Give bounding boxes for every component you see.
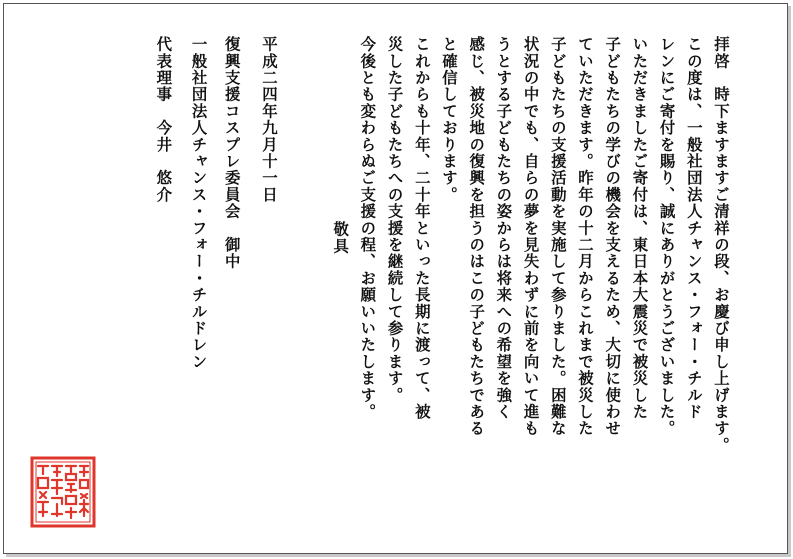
body-line: 今後とも変わらぬご支援の程、お願いいたします。	[358, 36, 377, 421]
letter-body	[34, 36, 734, 506]
body-line: これからも十年、二十年といった長期に渡って、被	[412, 36, 431, 421]
body-line: 状況の中でも、自らの夢を見失わずに前を向いて進も	[521, 36, 540, 437]
body-line: いただきましたご寄付は、東日本大震災で被災した	[630, 36, 649, 421]
greeting-line: 拝啓 時下ますますご清祥の段、お慶び申し上げます。	[712, 36, 730, 454]
body-line: 子どもたちの学びの機会を支えるため、大切に使わせ	[603, 36, 622, 437]
body-line: 子どもたちの支援活動を実施して参りました。困難な	[548, 36, 567, 437]
letter-date: 平成二四年九月十一日	[259, 36, 278, 203]
body-line: 感じ、被災地の復興を担うのはこの子どもたちである	[467, 36, 486, 437]
recipient: 復興支援コスプレ委員会 御中	[222, 36, 241, 270]
body-line: うとする子どもたちの姿からは将来への希望を強く	[494, 36, 513, 421]
body-line: ていただきます。昨年の十二月からこれまで被災した	[575, 36, 594, 437]
body-line: レンにご寄付を賜り、誠にありがとうございました。	[657, 36, 676, 437]
signer-name: 代表理事 今井 悠介	[154, 36, 173, 203]
body-line: と確信しております。	[439, 36, 458, 203]
sender-organization: 一般社団法人チャンス・フォー・チルドレン	[189, 36, 208, 370]
letter-frame	[3, 3, 788, 554]
organization-seal-stamp	[30, 456, 96, 528]
closing-word: 敬具	[331, 221, 350, 255]
body-line: 災した子どもたちへの支援を継続して参ります。	[385, 36, 404, 404]
body-line: この度は、一般社団法人チャンス・フォー・チルド	[684, 36, 703, 421]
